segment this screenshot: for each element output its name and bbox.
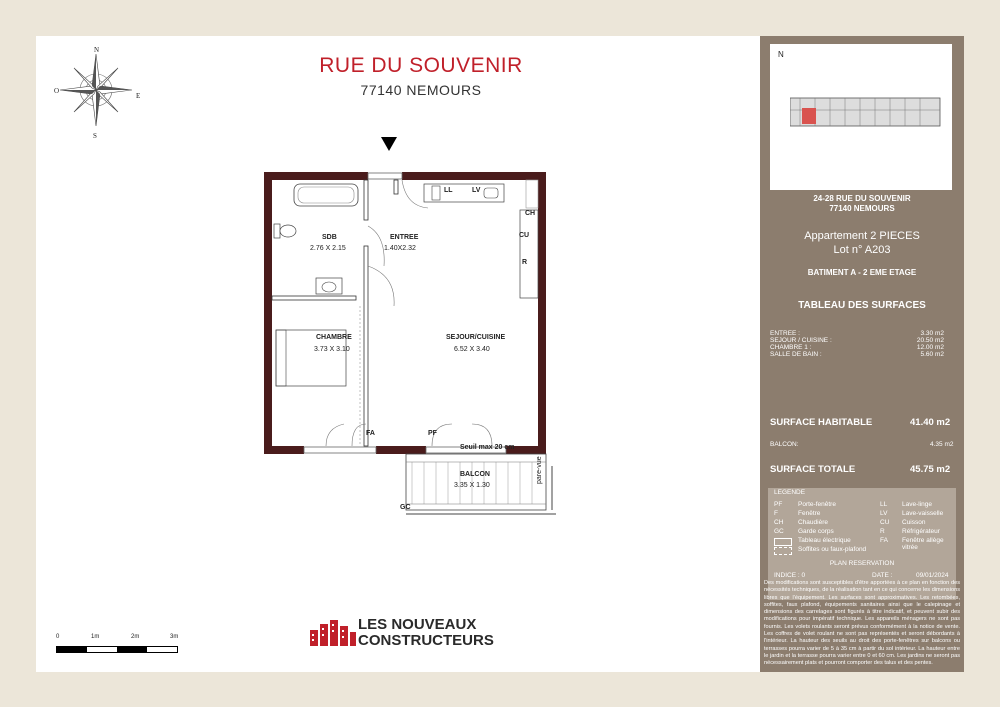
compass-e: E	[136, 92, 141, 100]
room-balcon-name: BALCON	[460, 471, 490, 478]
street-title: RUE DU SOUVENIR	[319, 54, 523, 77]
scale-0: 0	[56, 634, 60, 640]
balcon-label: BALCON:	[770, 441, 799, 448]
habitable-value: 41.40 m2	[910, 417, 951, 428]
mark-lv: LV	[472, 187, 481, 194]
legend-title: LEGENDE	[774, 489, 806, 496]
legend-box: LEGENDE PF Porte-fenêtre F Fenêtre CH Chaudière GC Garde corps Tableau électrique Soffites ou faux-plafond LL Lave-linge LV Lave-vaisselle CU Cuisson R Réfrigérateur FA Fenêtre allège vitrée PLAN RESERVATION INDICE : 0 DATE : 09/01/2024	[768, 488, 956, 600]
room-sdb-dims: 2.76 X 2.15	[310, 245, 346, 252]
mark-seuil: Seuil max 20 cm	[460, 444, 515, 451]
building-site-plan-icon	[790, 94, 950, 134]
room-balcon-dims: 3.35 X 1.30	[454, 482, 490, 489]
room-sejour-name: SEJOUR/CUISINE	[446, 334, 506, 341]
brand-logo-icon	[308, 618, 358, 646]
compass-rose-icon	[56, 46, 156, 146]
soffite-icon	[774, 547, 792, 555]
plan-sheet	[36, 36, 964, 672]
surfaces-list	[770, 330, 944, 358]
room-chambre-dims: 3.73 X 3.10	[314, 346, 350, 353]
surface-row: SALLE DE BAIN : 5.60 m2	[770, 351, 944, 358]
info-panel	[760, 36, 964, 672]
panel-tableau: TABLEAU DES SURFACES	[798, 300, 926, 311]
panel-address1: 24-28 RUE DU SOUVENIR	[813, 194, 911, 203]
tableau-electrique-icon	[774, 538, 792, 546]
date-value: 09/01/2024	[916, 572, 949, 579]
panel-address2: 77140 NEMOURS	[829, 204, 895, 213]
totale-label: SURFACE TOTALE	[770, 464, 856, 475]
panel-batiment: BATIMENT A - 2 EME ETAGE	[807, 268, 917, 277]
compass-n: N	[94, 46, 100, 54]
panel-appt: Appartement 2 PIECES	[804, 230, 920, 242]
mark-fa: FA	[366, 430, 375, 437]
totale-value: 45.75 m2	[910, 464, 951, 475]
surface-row: SEJOUR / CUISINE : 20.50 m2	[770, 337, 944, 344]
date-label: DATE :	[872, 572, 893, 579]
mark-pf: PF	[428, 430, 437, 437]
habitable-label: SURFACE HABITABLE	[770, 417, 873, 428]
mark-cu: CU	[519, 232, 530, 239]
compass-o: O	[54, 87, 60, 95]
panel-lot: Lot n° A203	[833, 244, 891, 256]
scale-bar	[56, 646, 178, 653]
mark-ch: CH	[525, 210, 536, 217]
balcon-value: 4.35 m2	[930, 441, 954, 448]
surface-row: CHAMBRE 1 : 12.00 m2	[770, 344, 944, 351]
indice: INDICE : 0	[774, 572, 806, 579]
mark-pare-vue: pare-vue	[536, 456, 543, 484]
mark-ll: LL	[444, 187, 453, 194]
entrance-arrow-icon	[380, 136, 398, 152]
room-entree-dims: 1.40X2.32	[384, 245, 416, 252]
brand-line1: LES NOUVEAUX	[358, 616, 477, 633]
scale-1: 1m	[91, 634, 100, 640]
surface-row: ENTREE : 3.30 m2	[770, 330, 944, 337]
city-subtitle: 77140 NEMOURS	[360, 82, 482, 98]
disclaimer: Des modifications sont susceptibles d'être apportées à ce plan en fonction des nécessités techniques, de la réalisation tant en ce qui concerne les dimensions libres que l'équipement. Les surfaces sont approximatives. Les retombées, soffites, faux plafond, équipements sanitaires ainsi que le calepinage et dimensions des carrelages sont figurés à titre indicatif, et peuvent subir des modifications pour impératif technique. Les appareils ménagers ne sont pas fournis. Les volets roulants seront prévus conformément à la notice de vente. Les coffres de volet roulant ne sont pas représentés et seront débordants à l'intérieur. La hauteur des seuils au droit des porte-fenêtres sur balcons ou terrasses pourra varier de 5 à 35 cm à partir du sol intérieur. La hauteur entre le jardin et la terrasse pourra varier entre 0 et 60 cm. Les jardins ne seront pas nécessairement plats et pourront comporter des talus et des pentes.	[764, 580, 960, 667]
mark-gc: GC	[400, 504, 411, 511]
location-map	[770, 44, 952, 190]
room-entree-name: ENTREE	[390, 234, 419, 241]
mark-r: R	[522, 259, 528, 266]
brand-line2: CONSTRUCTEURS	[358, 632, 494, 649]
room-chambre-name: CHAMBRE	[316, 334, 352, 341]
compass-s: S	[93, 132, 97, 140]
map-north: N	[778, 50, 784, 59]
room-sdb-name: SDB	[322, 234, 337, 241]
scale-2: 2m	[131, 634, 140, 640]
plan-reservation: PLAN RESERVATION	[829, 560, 895, 567]
scale-3: 3m	[170, 634, 179, 640]
room-sejour-dims: 6.52 X 3.40	[454, 346, 490, 353]
